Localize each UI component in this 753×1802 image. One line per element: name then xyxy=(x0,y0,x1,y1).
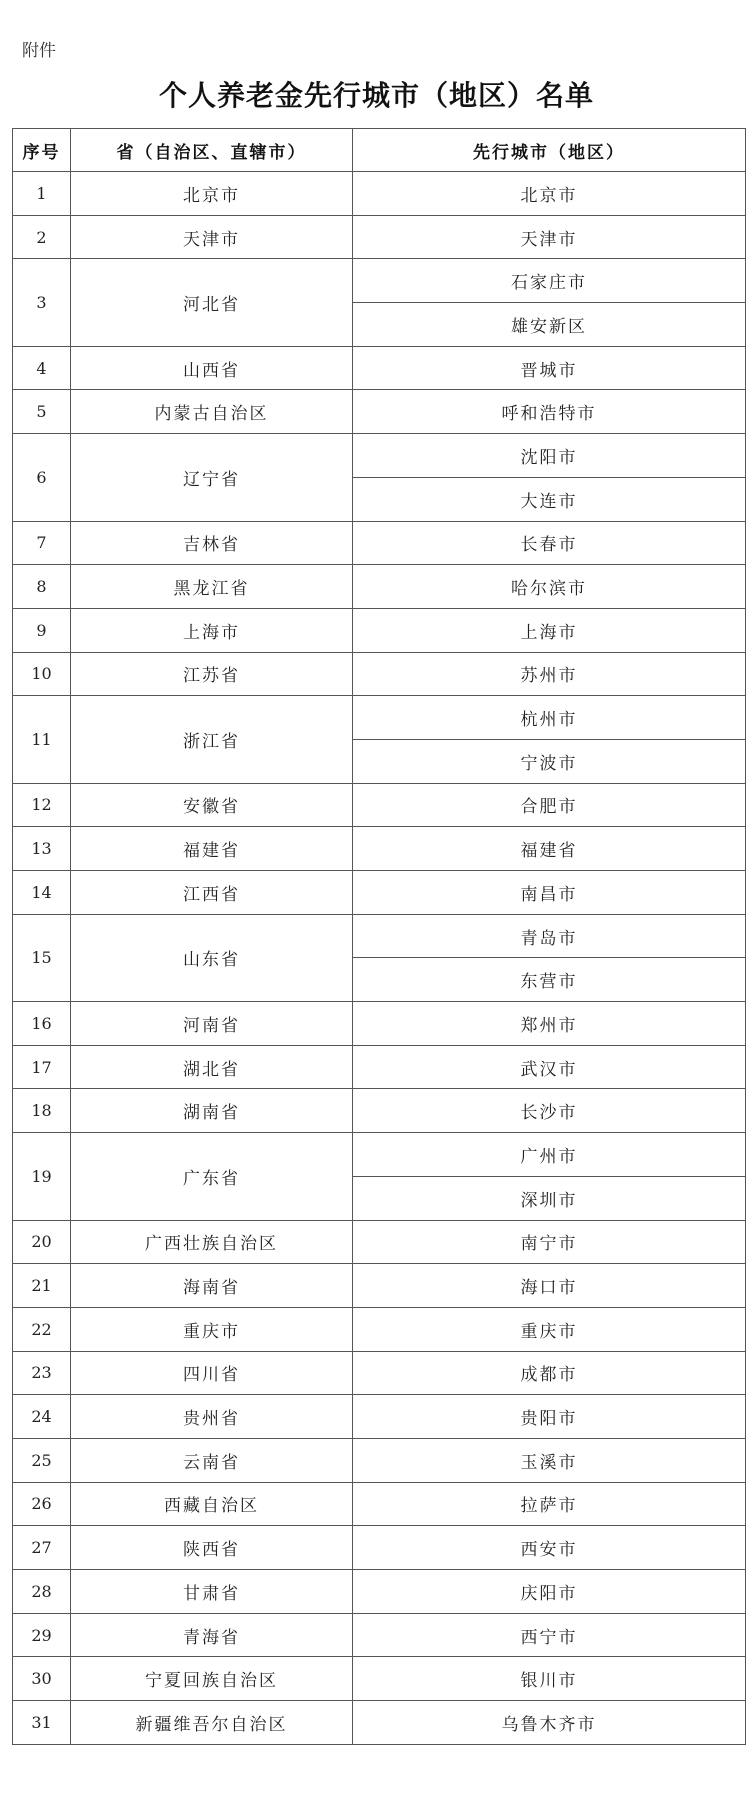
row-number: 28 xyxy=(13,1570,71,1614)
city-cell: 成都市 xyxy=(353,1351,746,1395)
city-cell: 北京市 xyxy=(353,172,746,216)
header-city: 先行城市（地区） xyxy=(353,129,746,172)
province-cell: 陕西省 xyxy=(71,1526,353,1570)
table-row xyxy=(13,1133,746,1177)
row-number: 26 xyxy=(13,1482,71,1526)
row-number: 22 xyxy=(13,1307,71,1351)
table-row xyxy=(13,1307,746,1351)
city-cell: 郑州市 xyxy=(353,1002,746,1046)
row-number: 21 xyxy=(13,1264,71,1308)
table-row xyxy=(13,827,746,871)
province-cell: 贵州省 xyxy=(71,1395,353,1439)
province-cell: 四川省 xyxy=(71,1351,353,1395)
province-cell: 内蒙古自治区 xyxy=(71,390,353,434)
table-row xyxy=(13,1002,746,1046)
city-cell: 广州市 xyxy=(353,1133,746,1177)
city-cell: 哈尔滨市 xyxy=(353,565,746,609)
row-number: 8 xyxy=(13,565,71,609)
header-no: 序号 xyxy=(13,129,71,172)
table-row xyxy=(13,783,746,827)
city-cell: 庆阳市 xyxy=(353,1570,746,1614)
pilot-city-table xyxy=(12,128,746,1745)
row-number: 19 xyxy=(13,1133,71,1220)
table-row xyxy=(13,346,746,390)
table-row xyxy=(13,1351,746,1395)
row-number: 14 xyxy=(13,871,71,915)
city-cell: 呼和浩特市 xyxy=(353,390,746,434)
row-number: 2 xyxy=(13,215,71,259)
province-cell: 新疆维吾尔自治区 xyxy=(71,1701,353,1745)
row-number: 10 xyxy=(13,652,71,696)
province-cell: 河北省 xyxy=(71,259,353,346)
row-number: 18 xyxy=(13,1089,71,1133)
city-cell: 南宁市 xyxy=(353,1220,746,1264)
city-cell: 大连市 xyxy=(353,477,746,521)
city-cell: 乌鲁木齐市 xyxy=(353,1701,746,1745)
city-cell: 石家庄市 xyxy=(353,259,746,303)
city-cell: 青岛市 xyxy=(353,914,746,958)
province-cell: 广西壮族自治区 xyxy=(71,1220,353,1264)
province-cell: 吉林省 xyxy=(71,521,353,565)
row-number: 17 xyxy=(13,1045,71,1089)
city-cell: 沈阳市 xyxy=(353,434,746,478)
city-cell: 南昌市 xyxy=(353,871,746,915)
row-number: 7 xyxy=(13,521,71,565)
table-body xyxy=(13,172,746,1745)
row-number: 31 xyxy=(13,1701,71,1745)
table-row xyxy=(13,1264,746,1308)
row-number: 15 xyxy=(13,914,71,1001)
row-number: 3 xyxy=(13,259,71,346)
row-number: 27 xyxy=(13,1526,71,1570)
province-cell: 天津市 xyxy=(71,215,353,259)
city-cell: 长沙市 xyxy=(353,1089,746,1133)
table-row xyxy=(13,1438,746,1482)
city-cell: 银川市 xyxy=(353,1657,746,1701)
city-cell: 上海市 xyxy=(353,608,746,652)
table-row xyxy=(13,652,746,696)
province-cell: 山西省 xyxy=(71,346,353,390)
row-number: 29 xyxy=(13,1613,71,1657)
province-cell: 海南省 xyxy=(71,1264,353,1308)
table-row xyxy=(13,1570,746,1614)
table-row xyxy=(13,1482,746,1526)
city-cell: 长春市 xyxy=(353,521,746,565)
province-cell: 青海省 xyxy=(71,1613,353,1657)
table-row xyxy=(13,521,746,565)
province-cell: 宁夏回族自治区 xyxy=(71,1657,353,1701)
table-row xyxy=(13,565,746,609)
province-cell: 河南省 xyxy=(71,1002,353,1046)
city-cell: 武汉市 xyxy=(353,1045,746,1089)
city-cell: 晋城市 xyxy=(353,346,746,390)
province-cell: 浙江省 xyxy=(71,696,353,783)
city-cell: 福建省 xyxy=(353,827,746,871)
attachment-label: 附件 xyxy=(22,41,56,61)
province-cell: 辽宁省 xyxy=(71,434,353,521)
province-cell: 云南省 xyxy=(71,1438,353,1482)
table-row xyxy=(13,1613,746,1657)
province-cell: 湖南省 xyxy=(71,1089,353,1133)
row-number: 16 xyxy=(13,1002,71,1046)
table-row xyxy=(13,1701,746,1745)
table-row xyxy=(13,1526,746,1570)
city-cell: 西宁市 xyxy=(353,1613,746,1657)
province-cell: 江西省 xyxy=(71,871,353,915)
city-cell: 杭州市 xyxy=(353,696,746,740)
city-cell: 玉溪市 xyxy=(353,1438,746,1482)
city-cell: 宁波市 xyxy=(353,739,746,783)
province-cell: 福建省 xyxy=(71,827,353,871)
city-cell: 雄安新区 xyxy=(353,303,746,347)
row-number: 20 xyxy=(13,1220,71,1264)
row-number: 6 xyxy=(13,434,71,521)
province-cell: 山东省 xyxy=(71,914,353,1001)
table-row xyxy=(13,390,746,434)
row-number: 23 xyxy=(13,1351,71,1395)
province-cell: 西藏自治区 xyxy=(71,1482,353,1526)
table-row xyxy=(13,1045,746,1089)
page-title: 个人养老金先行城市（地区）名单 xyxy=(158,79,594,112)
table-row xyxy=(13,1657,746,1701)
row-number: 25 xyxy=(13,1438,71,1482)
city-cell: 深圳市 xyxy=(353,1176,746,1220)
province-cell: 广东省 xyxy=(71,1133,353,1220)
province-cell: 黑龙江省 xyxy=(71,565,353,609)
table-row xyxy=(13,1220,746,1264)
province-cell: 重庆市 xyxy=(71,1307,353,1351)
table-row xyxy=(13,1089,746,1133)
province-cell: 上海市 xyxy=(71,608,353,652)
table-row xyxy=(13,172,746,216)
province-cell: 安徽省 xyxy=(71,783,353,827)
city-cell: 贵阳市 xyxy=(353,1395,746,1439)
row-number: 1 xyxy=(13,172,71,216)
city-cell: 天津市 xyxy=(353,215,746,259)
province-cell: 江苏省 xyxy=(71,652,353,696)
city-cell: 海口市 xyxy=(353,1264,746,1308)
header-province: 省（自治区、直辖市） xyxy=(71,129,353,172)
row-number: 12 xyxy=(13,783,71,827)
city-cell: 东营市 xyxy=(353,958,746,1002)
row-number: 30 xyxy=(13,1657,71,1701)
table-row xyxy=(13,914,746,958)
row-number: 9 xyxy=(13,608,71,652)
city-cell: 苏州市 xyxy=(353,652,746,696)
city-cell: 重庆市 xyxy=(353,1307,746,1351)
table-row xyxy=(13,696,746,740)
table-row xyxy=(13,871,746,915)
province-cell: 北京市 xyxy=(71,172,353,216)
city-cell: 拉萨市 xyxy=(353,1482,746,1526)
city-cell: 合肥市 xyxy=(353,783,746,827)
row-number: 4 xyxy=(13,346,71,390)
row-number: 11 xyxy=(13,696,71,783)
province-cell: 湖北省 xyxy=(71,1045,353,1089)
table-row xyxy=(13,434,746,478)
city-cell: 西安市 xyxy=(353,1526,746,1570)
table-row xyxy=(13,215,746,259)
row-number: 13 xyxy=(13,827,71,871)
province-cell: 甘肃省 xyxy=(71,1570,353,1614)
row-number: 5 xyxy=(13,390,71,434)
table-row xyxy=(13,608,746,652)
table-row xyxy=(13,1395,746,1439)
table-header-row xyxy=(13,129,746,172)
table-row xyxy=(13,259,746,303)
row-number: 24 xyxy=(13,1395,71,1439)
